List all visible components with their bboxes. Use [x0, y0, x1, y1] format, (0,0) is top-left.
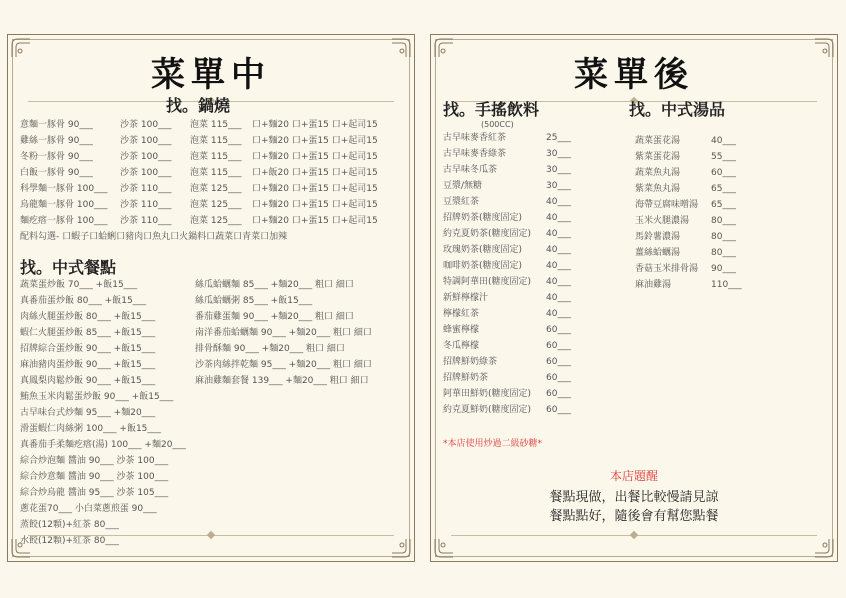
menu-item: 沙茶 110___	[120, 200, 172, 210]
menu-item: 泡菜 115___	[190, 136, 242, 146]
divider	[28, 535, 394, 536]
menu-item: 綜合炒意麵 醬油 90___ 沙茶 100___	[20, 472, 169, 482]
drink-price: 40___	[546, 261, 571, 271]
drink-name: 阿華田鮮奶(糖度固定)	[443, 389, 532, 399]
drink-name: 新鮮檸檬汁	[443, 293, 489, 303]
menu-item: 科學麵一豚骨 100___	[20, 184, 108, 194]
soup-price: 110___	[711, 280, 742, 290]
drink-name: 約克夏奶茶(糖度固定)	[443, 229, 532, 239]
drink-price: 25___	[546, 133, 571, 143]
drink-price: 40___	[546, 309, 571, 319]
drink-size-label: (500CC)	[481, 120, 514, 129]
reminder-title: 本店題醒	[609, 469, 658, 483]
menu-item: 泡菜 115___	[190, 152, 242, 162]
drink-price: 60___	[546, 325, 571, 335]
soup-name: 蔬菜魚丸湯	[635, 168, 681, 178]
drink-name: 冬瓜檸檬	[443, 341, 480, 351]
menu-item: 麻油豬肉蛋炒飯 90___ +飯15___	[20, 360, 156, 370]
drink-name: 檸檬紅茶	[443, 309, 480, 319]
drink-price: 40___	[546, 229, 571, 239]
menu-item: 沙茶 100___	[120, 152, 172, 162]
drink-price: 60___	[546, 357, 571, 367]
menu-item: 雞絲一豚骨 90___	[20, 136, 93, 146]
drink-price: 30___	[546, 165, 571, 175]
menu-item: 真番茄手柔麵疙瘩(湯) 100___ +麵20___	[20, 440, 186, 450]
menu-item: 肉絲火腿蛋炒飯 80___ +飯15___	[20, 312, 156, 322]
soup-price: 80___	[711, 248, 736, 258]
soup-name: 馬鈴薯濃湯	[635, 232, 681, 242]
menu-item: 沙茶肉絲拌乾麵 95___ +麵20___ 粗口 細口	[195, 360, 372, 370]
menu-item: 排骨酥麵 90___ +麵20___ 粗口 細口	[195, 344, 345, 354]
drink-price: 40___	[546, 245, 571, 255]
soup-price: 40___	[711, 136, 736, 146]
drink-name: 約克夏鮮奶(糖度固定)	[443, 405, 532, 415]
menu-item: 沙茶 100___	[120, 120, 172, 130]
menu-item: 綜合炒烏龍 醬油 95___ 沙茶 105___	[20, 488, 169, 498]
drink-price: 40___	[546, 293, 571, 303]
drink-name: 豆漿/無糖	[443, 181, 483, 191]
menu-item: 水餃(12顆)+紅茶 80___	[20, 536, 119, 546]
menu-item: 烏龍麵一豚骨 100___	[20, 200, 108, 210]
drink-price: 40___	[546, 213, 571, 223]
soup-name: 玉米火腿濃湯	[635, 216, 690, 226]
menu-item: 白飯一豚骨 90___	[20, 168, 93, 178]
drink-name: 特調阿華田(糖度固定)	[443, 277, 532, 287]
section-heading-chinese: 找。中式餐點	[20, 258, 117, 277]
soup-name: 紫菜蛋花湯	[635, 152, 681, 162]
menu-item: 蔬菜蛋炒飯 70___ +飯15___	[20, 280, 138, 290]
drink-name: 咖啡奶茶(糖度固定)	[443, 261, 523, 271]
menu-item: 蔥花蛋70___ 小白菜蔥煎蛋 90___	[20, 504, 157, 514]
menu-item: 絲瓜蛤蠣麵 85___ +麵20___ 粗口 細口	[195, 280, 354, 290]
drink-name: 蜂蜜檸檬	[443, 325, 480, 335]
drink-name: 玫瑰奶茶(糖度固定)	[443, 245, 523, 255]
menu-item: 麵疙瘩一豚骨 100___	[20, 216, 108, 226]
drink-name: 古早味麥香綠茶	[443, 149, 507, 159]
soup-price: 80___	[711, 232, 736, 242]
soup-price: 55___	[711, 152, 736, 162]
soup-price: 60___	[711, 168, 736, 178]
corner-ornament-icon	[433, 537, 455, 559]
menu-item: 滑蛋蝦仁肉絲粥 100___ +飯15___	[20, 424, 161, 434]
reminder-line-2: 餐點點好，隨後會有幫您點餐	[549, 509, 719, 524]
sugar-note: *本店使用炒過二級砂糖*	[443, 439, 543, 449]
section-heading-hotpot: 找。鍋燒	[166, 96, 231, 115]
drink-price: 30___	[546, 149, 571, 159]
menu-item: 蒸餃(12顆)+紅茶 80___	[20, 520, 119, 530]
drink-name: 招牌鮮奶綠茶	[443, 357, 498, 367]
drink-name: 招牌奶茶(糖度固定)	[443, 213, 523, 223]
menu-item: 口+飯20 口+蛋15 口+起司15	[252, 168, 378, 178]
soup-price: 65___	[711, 200, 736, 210]
drink-price: 60___	[546, 341, 571, 351]
menu-item: 番茄雞蛋麵 90___ +麵20___ 粗口 細口	[195, 312, 354, 322]
menu-item: 麻油雞麵套餐 139___ +麵20___ 粗口 細口	[195, 376, 369, 386]
drink-name: 古早味麥香紅茶	[443, 133, 507, 143]
menu-item: 口+麵20 口+蛋15 口+起司15	[252, 216, 378, 226]
menu-item: 泡菜 115___	[190, 168, 242, 178]
menu-item: 泡菜 115___	[190, 120, 242, 130]
drink-name: 豆漿紅茶	[443, 197, 480, 207]
menu-item: 口+麵20 口+蛋15 口+起司15	[252, 184, 378, 194]
drink-price: 40___	[546, 197, 571, 207]
soup-name: 香菇玉米排骨湯	[635, 264, 699, 274]
menu-item: 口+麵20 口+蛋15 口+起司15	[252, 152, 378, 162]
drink-price: 30___	[546, 181, 571, 191]
reminder-line-1: 餐點現做，出餐比較慢請見諒	[549, 490, 719, 505]
menu-item: 招牌綜合蛋炒飯 90___ +飯15___	[20, 344, 156, 354]
menu-page-back	[430, 34, 838, 562]
soup-name: 海帶豆腐味噌湯	[635, 200, 699, 210]
menu-item: 沙茶 110___	[120, 184, 172, 194]
page-title: 菜單後	[574, 55, 694, 95]
menu-item: 沙茶 110___	[120, 216, 172, 226]
soup-price: 65___	[711, 184, 736, 194]
section-heading-drinks: 找。手搖飲料	[443, 100, 540, 119]
menu-item: 泡菜 125___	[190, 200, 242, 210]
drink-price: 60___	[546, 389, 571, 399]
menu-item: 沙茶 100___	[120, 168, 172, 178]
corner-ornament-icon	[390, 537, 412, 559]
menu-item: 綜合炒泡麵 醬油 90___ 沙茶 100___	[20, 456, 169, 466]
menu-item: 口+麵20 口+蛋15 口+起司15	[252, 120, 378, 130]
menu-item: 泡菜 125___	[190, 184, 242, 194]
menu-item: 古早味台式炒麵 95___ +麵20___	[20, 408, 156, 418]
topping-options: 配料勾選- 口蝦子口蛤蜊口豬肉口魚丸口火鍋料口蔬菜口青菜口加辣	[20, 232, 288, 242]
soup-price: 90___	[711, 264, 736, 274]
drink-price: 60___	[546, 405, 571, 415]
soup-name: 麻油雞湯	[635, 280, 672, 290]
menu-page-middle	[7, 34, 415, 562]
menu-item: 鮪魚玉米肉鬆蛋炒飯 90___ +飯15___	[20, 392, 174, 402]
menu-item: 蝦仁火腿蛋炒飯 85___ +飯15___	[20, 328, 156, 338]
drink-price: 40___	[546, 277, 571, 287]
menu-item: 口+麵20 口+蛋15 口+起司15	[252, 136, 378, 146]
soup-price: 80___	[711, 216, 736, 226]
menu-item: 冬粉一豚骨 90___	[20, 152, 93, 162]
drink-name: 古早味冬瓜茶	[443, 165, 498, 175]
menu-item: 沙茶 100___	[120, 136, 172, 146]
menu-item: 口+麵20 口+蛋15 口+起司15	[252, 200, 378, 210]
menu-item: 意麵一豚骨 90___	[20, 120, 93, 130]
soup-name: 紫菜魚丸湯	[635, 184, 681, 194]
soup-name: 蔬菜蛋花湯	[635, 136, 681, 146]
menu-item: 南洋番茄蛤蠣麵 90___ +麵20___ 粗口 細口	[195, 328, 372, 338]
drink-name: 招牌鮮奶茶	[443, 373, 489, 383]
divider	[451, 535, 817, 536]
menu-item: 真番茄蛋炒飯 80___ +飯15___	[20, 296, 147, 306]
menu-item: 泡菜 125___	[190, 216, 242, 226]
menu-item: 絲瓜蛤蠣粥 85___ +飯15___	[195, 296, 313, 306]
drink-price: 60___	[546, 373, 571, 383]
section-heading-soups: 找。中式湯品	[629, 100, 726, 119]
menu-item: 真鳳梨肉鬆炒飯 90___ +飯15___	[20, 376, 156, 386]
soup-name: 薑絲蛤蠣湯	[635, 248, 681, 258]
corner-ornament-icon	[813, 537, 835, 559]
page-title: 菜單中	[151, 55, 271, 95]
